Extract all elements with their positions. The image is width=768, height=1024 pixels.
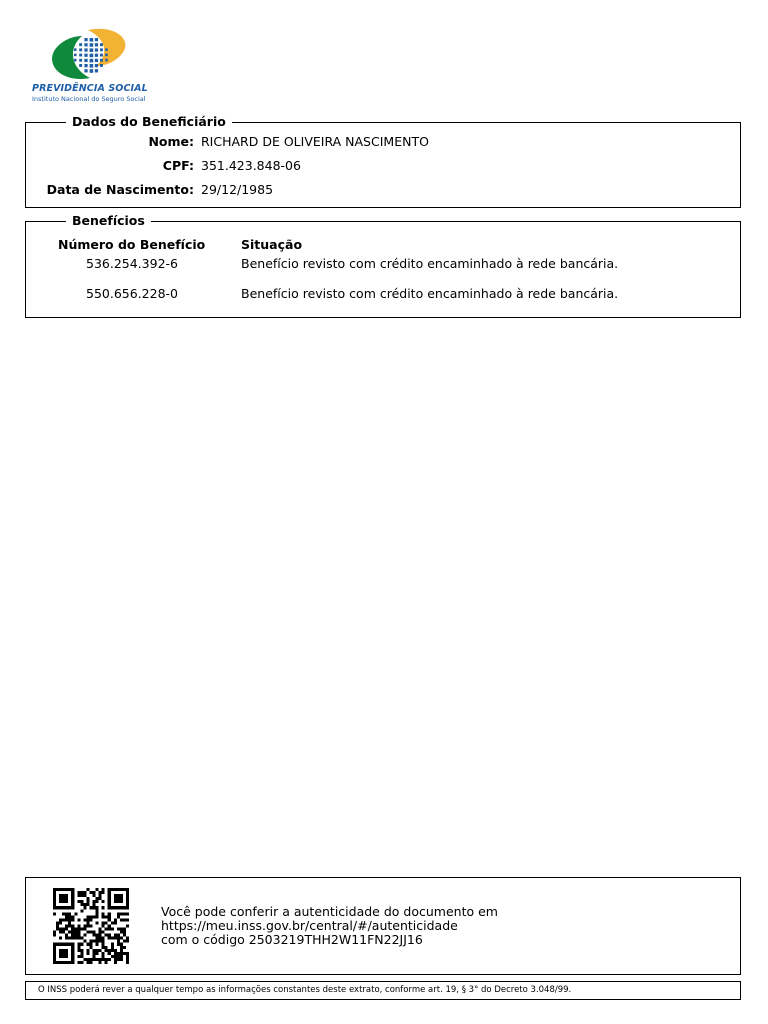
column-header-situacao: Situação (241, 237, 303, 252)
footer-note-box (25, 981, 741, 1000)
authenticity-text (161, 905, 498, 947)
field-value: RICHARD DE OLIVEIRA NASCIMENTO (201, 134, 429, 149)
field-label: Nome: (148, 134, 194, 149)
benefit-status: Benefício revisto com crédito encaminhado à rede bancária. (241, 286, 619, 301)
benefits-legend: Benefícios (66, 214, 151, 228)
benefit-number: 550.656.228-0 (86, 286, 178, 301)
field-label: Data de Nascimento: (46, 182, 194, 197)
previdencia-logo (30, 26, 160, 108)
benefit-number: 536.254.392-6 (86, 256, 178, 271)
previdencia-emblem-icon (50, 26, 130, 82)
authenticity-line-1: Você pode conferir a autenticidade do documento em (161, 904, 498, 919)
authenticity-url: https://meu.inss.gov.br/central/#/autenticidade (161, 918, 458, 933)
column-header-numero: Número do Benefício (58, 237, 206, 252)
logo-title: PREVIDÊNCIA SOCIAL (32, 83, 148, 94)
beneficiary-section (25, 114, 741, 208)
footer-note: O INSS poderá rever a qualquer tempo as informações constantes deste extrato, conforme art. 19, § 3° do Decreto 3.048/99. (38, 985, 572, 995)
qr-code-icon (51, 888, 131, 964)
field-label: CPF: (162, 158, 194, 173)
authenticity-code: com o código 2503219THH2W11FN22JJ16 (161, 932, 423, 947)
beneficiary-legend: Dados do Beneficiário (66, 115, 232, 129)
field-value: 351.423.848-06 (201, 158, 301, 173)
logo-subtitle: Instituto Nacional do Seguro Social (32, 95, 146, 103)
field-value: 29/12/1985 (201, 182, 274, 197)
benefits-section (25, 213, 741, 318)
benefit-status: Benefício revisto com crédito encaminhado à rede bancária. (241, 256, 619, 271)
authenticity-section (25, 877, 741, 975)
